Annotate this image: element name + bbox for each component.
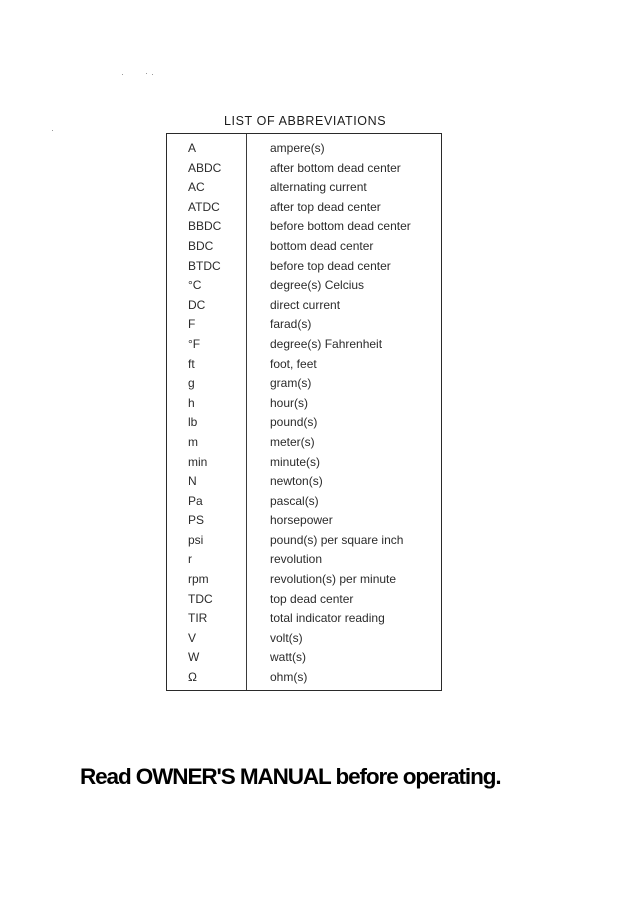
abbreviation: lb	[188, 415, 198, 430]
meaning: top dead center	[270, 591, 354, 606]
table-row	[167, 531, 441, 551]
table-row	[167, 433, 441, 453]
table-row	[167, 629, 441, 649]
abbreviation: m	[188, 434, 198, 449]
meaning: before bottom dead center	[270, 219, 411, 234]
abbreviation: BBDC	[188, 219, 222, 234]
abbreviation: DC	[188, 297, 206, 312]
meaning: degree(s) Fahrenheit	[270, 336, 383, 351]
table-row	[167, 570, 441, 590]
abbreviation: W	[188, 650, 200, 665]
meaning: before top dead center	[270, 258, 391, 273]
table-row	[167, 394, 441, 414]
table-row	[167, 296, 441, 316]
meaning: foot, feet	[270, 356, 317, 371]
abbreviation: °C	[188, 278, 202, 293]
table-row	[167, 550, 441, 570]
abbreviation: AC	[188, 180, 205, 195]
meaning: minute(s)	[270, 454, 321, 469]
table-row	[167, 472, 441, 492]
abbreviation: g	[188, 376, 195, 391]
table-row	[167, 335, 441, 355]
meaning: volt(s)	[270, 630, 303, 645]
table-row	[167, 609, 441, 629]
abbreviation: A	[188, 141, 197, 155]
abbreviation: psi	[188, 532, 204, 547]
meaning: after top dead center	[270, 199, 381, 214]
table-row	[167, 217, 441, 237]
meaning: total indicator reading	[270, 611, 385, 626]
meaning: revolution(s) per minute	[270, 572, 397, 587]
table-row	[167, 413, 441, 433]
meaning: bottom dead center	[270, 238, 374, 253]
meaning: pound(s)	[270, 415, 318, 430]
table-row	[167, 374, 441, 394]
abbreviation: °F	[188, 336, 201, 351]
table-row	[167, 198, 441, 218]
meaning: farad(s)	[270, 317, 312, 332]
meaning: direct current	[270, 297, 341, 312]
meaning: degree(s) Celcius	[270, 278, 365, 293]
abbreviation: BDC	[188, 238, 214, 253]
abbreviation: V	[188, 630, 197, 645]
abbreviation-rows	[167, 139, 441, 688]
table-row	[167, 590, 441, 610]
abbreviation: F	[188, 317, 196, 332]
abbreviation: rpm	[188, 572, 209, 587]
abbreviation: r	[188, 552, 192, 567]
meaning: alternating current	[270, 180, 367, 195]
scan-speck	[152, 74, 153, 75]
abbreviations-table	[166, 133, 442, 691]
table-row	[167, 511, 441, 531]
table-row	[167, 355, 441, 375]
meaning: ampere(s)	[270, 141, 325, 155]
table-row	[167, 453, 441, 473]
abbreviation: ATDC	[188, 199, 220, 214]
meaning: after bottom dead center	[270, 160, 401, 175]
table-row	[167, 237, 441, 257]
meaning: meter(s)	[270, 434, 315, 449]
table-row	[167, 257, 441, 277]
meaning: revolution	[270, 552, 323, 567]
meaning: horsepower	[270, 513, 333, 528]
abbreviation: Pa	[188, 493, 203, 508]
table-row	[167, 492, 441, 512]
table-row	[167, 648, 441, 668]
scan-speck	[122, 74, 123, 75]
scan-speck	[146, 73, 147, 74]
abbreviation: TIR	[188, 611, 208, 626]
meaning: watt(s)	[270, 650, 306, 665]
abbreviation: N	[188, 474, 197, 489]
table-row	[167, 139, 441, 159]
abbreviation: Ω	[188, 670, 197, 685]
table-row	[167, 178, 441, 198]
table-row	[167, 159, 441, 179]
meaning: gram(s)	[270, 376, 312, 391]
abbreviation: ft	[188, 356, 195, 371]
abbreviation: TDC	[188, 591, 213, 606]
table-row	[167, 668, 441, 688]
scan-speck	[52, 130, 53, 131]
abbreviation: ABDC	[188, 160, 222, 175]
abbreviation: BTDC	[188, 258, 221, 273]
footer-warning: Read OWNER'S MANUAL before operating.	[80, 764, 501, 789]
abbreviation: h	[188, 395, 195, 410]
meaning: hour(s)	[270, 395, 309, 410]
meaning: pound(s) per square inch	[270, 532, 404, 547]
table-row	[167, 315, 441, 335]
table-row	[167, 276, 441, 296]
abbreviation: PS	[188, 513, 205, 528]
meaning: ohm(s)	[270, 670, 308, 685]
abbreviation: min	[188, 454, 208, 469]
page-title: LIST OF ABBREVIATIONS	[224, 114, 387, 128]
meaning: pascal(s)	[270, 493, 319, 508]
meaning: newton(s)	[270, 474, 323, 489]
